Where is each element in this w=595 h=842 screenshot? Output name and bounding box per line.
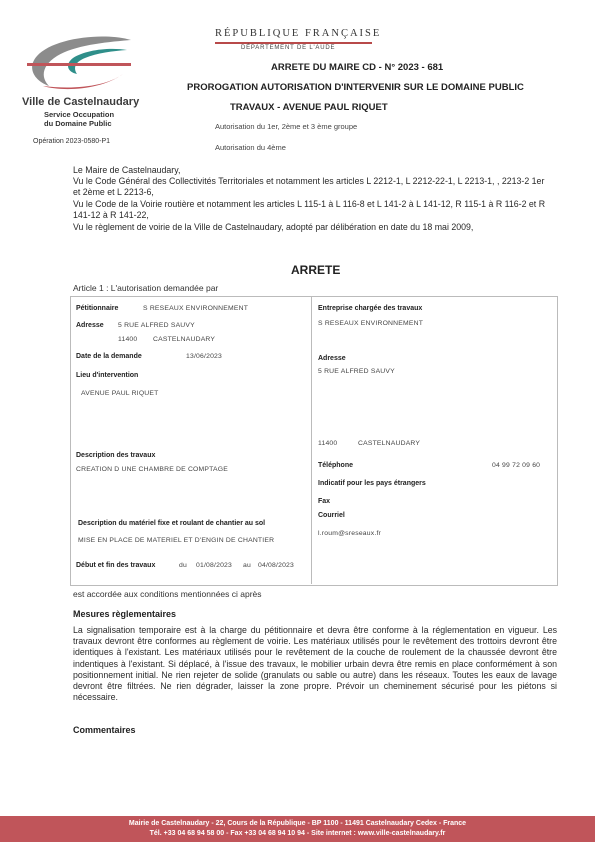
mesures-title: Mesures règlementaires [73,609,177,619]
travaux-title: TRAVAUX - AVENUE PAUL RIQUET [230,102,388,113]
adresse-value: 5 RUE ALFRED SAUVY [118,322,195,329]
ville2-value: CASTELNAUDARY [358,440,421,447]
authorization-4: Autorisation du 4ème [215,143,286,152]
mesures-text: La signalisation temporaire est à la charge du pétitionnaire et devra être conforme à la réglementation en vigueur. Les travaux devront être conformes au règlement de voirie. Les matériaux utilisés pour le revêtement des trottoirs devront être identiques à l'existant. Les matériaux utilisés pour le revêtement de la couche de roulement de la chaussée devront être indentiques à l'existant. Si déplacé, à l'issue des travaux, le mobilier urbain devra être remis en place conformément à son positionnement initial. Ne rien rejeter de solide (granulats ou sable ou autre) dans les réseaux. Toutes les eaux de lavage devront être filtrées. Ne rien dégrader, laisser la zone propre. Prévoir un cheminement sécurisé pour les piétons si nécessaire. [73,625,557,703]
departement: DÉPARTEMENT DE L'AUDE [241,45,336,51]
fax-label: Fax [318,498,331,505]
republique-francaise: RÉPUBLIQUE FRANÇAISE [215,28,382,39]
debut-fin-label: Début et fin des travaux [76,562,156,569]
adresse2-label: Adresse [318,355,346,362]
service-line2: du Domaine Public [44,119,112,128]
footer-contact: Tél. +33 04 68 94 58 00 - Fax +33 04 68 94 10 94 - Site internet : www.ville-castelnaudary.fr [149,830,446,837]
arrete-heading: ARRETE [291,263,341,277]
arrete-number: ARRETE DU MAIRE CD - N° 2023 - 681 [271,62,444,73]
lieu-value: AVENUE PAUL RIQUET [81,390,159,397]
ville-name: Ville de Castelnaudary [22,96,140,108]
article-1: Article 1 : L'autorisation demandée par [73,283,219,293]
operation-number: Opération 2023-0580-P1 [33,138,111,145]
adresse2-value: 5 RUE ALFRED SAUVY [318,368,395,375]
intro-voirie: Vu le Code de la Voirie routière et notamment les articles L 115-1 à L 116-8 et L 141-2 à L 141-12, R 115-1 à R 116-2 et R 141-12 à R 141-22, [73,199,546,221]
indicatif-label: Indicatif pour les pays étrangers [318,480,426,487]
prorogation-title: PROROGATION AUTORISATION D'INTERVENIR SUR LE DOMAINE PUBLIC [187,82,524,93]
du-label: du [179,562,187,569]
header-rule [215,42,372,44]
intro-maire: Le Maire de Castelnaudary, [73,165,181,175]
accordee-text: est accordée aux conditions mentionnées ci après [73,589,262,599]
au-label: au [243,562,251,569]
service-line1: Service Occupation [44,110,115,119]
petitionnaire-label: Pétitionnaire [76,305,119,312]
entreprise-label: Entreprise chargée des travaux [318,305,423,312]
telephone-value: 04 99 72 09 60 [492,462,541,469]
courriel-label: Courriel [318,512,345,519]
authorization-groups: Autorisation du 1er, 2ème et 3 ème groupe [215,122,358,131]
intro-reglement: Vu le règlement de voirie de la Ville de Castelnaudary, adopté par délibération en date du 18 mai 2009, [73,222,474,232]
intro-cgct: Vu le Code Général des Collectivités Territoriales et notamment les articles L 2212-1, L 2212-22-1, L 2213-1, , 2213-2 1er et 2ème et L 2213-6, [73,176,545,198]
materiel-value: MISE EN PLACE DE MATERIEL ET D'ENGIN DE CHANTIER [78,537,275,544]
materiel-label: Description du matériel fixe et roulant de chantier au sol [78,520,266,527]
desc-travaux-label: Description des travaux [76,452,156,459]
petitionnaire-value: S RESEAUX ENVIRONNEMENT [143,305,249,312]
footer-address: Mairie de Castelnaudary - 22, Cours de la République - BP 1100 - 11491 Castelnaudary Cedex - France [128,820,467,827]
cp-value: 11400 [118,336,138,343]
desc-travaux-value: CREATION D UNE CHAMBRE DE COMPTAGE [76,466,228,473]
date-demande-label: Date de la demande [76,353,142,360]
debut-value: 01/08/2023 [196,562,233,569]
ville-value: CASTELNAUDARY [153,336,216,343]
cp2-value: 11400 [318,440,338,447]
lieu-label: Lieu d'intervention [76,372,139,379]
commentaires-title: Commentaires [73,725,136,735]
castelnaudary-logo-icon [23,34,136,94]
entreprise-value: S RESEAUX ENVIRONNEMENT [318,320,424,327]
fin-value: 04/08/2023 [258,562,295,569]
form-divider [311,296,312,584]
courriel-value[interactable]: l.roum@sreseaux.fr [318,530,382,537]
telephone-label: Téléphone [318,462,354,469]
date-demande-value: 13/06/2023 [186,353,223,360]
adresse-label: Adresse [76,322,104,329]
